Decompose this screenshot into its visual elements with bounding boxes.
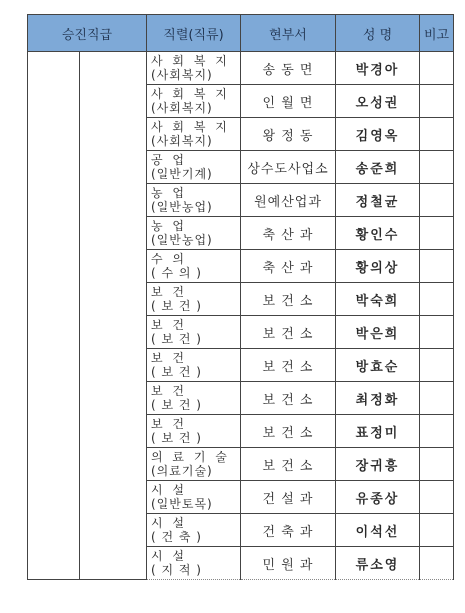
name-cell: 박경아 (336, 52, 420, 85)
position-cell (147, 448, 241, 481)
name-cell: 이석선 (336, 514, 420, 547)
position-class: (사회복지) (151, 101, 213, 115)
department-cell: 인 월 면 (241, 85, 336, 118)
position-class: (사회복지) (151, 68, 213, 82)
name-cell: 유종상 (336, 481, 420, 514)
position-class: (일반농업) (151, 233, 213, 247)
position-series: 보 건 (151, 351, 187, 365)
position-cell (147, 118, 241, 151)
position-class: (의료기술) (151, 464, 213, 478)
position-class: ( 건 축 ) (151, 530, 202, 544)
name-cell: 오성권 (336, 85, 420, 118)
position-series: 공 업 (151, 153, 187, 167)
position-series: 보 건 (151, 318, 187, 332)
table-row (28, 52, 454, 85)
department-cell: 왕 정 동 (241, 118, 336, 151)
position-class: (일반기계) (151, 167, 213, 181)
note-cell (420, 85, 454, 118)
position-class: (사회복지) (151, 134, 213, 148)
note-cell (420, 52, 454, 85)
rank-blank-cell (28, 52, 80, 580)
promotion-table-sheet (27, 14, 454, 580)
header-note: 비고 (420, 15, 454, 52)
name-cell: 박은희 (336, 316, 420, 349)
name-cell: 김영옥 (336, 118, 420, 151)
position-cell (147, 283, 241, 316)
note-cell (420, 514, 454, 547)
name-cell: 최정화 (336, 382, 420, 415)
position-cell (147, 250, 241, 283)
position-class: ( 보 건 ) (151, 299, 202, 313)
position-cell (147, 415, 241, 448)
header-rank: 승진직급 (28, 15, 147, 52)
note-cell (420, 283, 454, 316)
header-department: 현부서 (241, 15, 336, 52)
department-cell: 축 산 과 (241, 217, 336, 250)
position-cell (147, 151, 241, 184)
position-series: 사 회 복 지 (151, 120, 230, 134)
department-cell: 건 설 과 (241, 481, 336, 514)
department-cell: 보 건 소 (241, 382, 336, 415)
promotion-table (27, 14, 454, 580)
note-cell (420, 547, 454, 580)
department-cell: 보 건 소 (241, 349, 336, 382)
name-cell: 황의상 (336, 250, 420, 283)
position-series: 시 설 (151, 483, 187, 497)
note-cell (420, 382, 454, 415)
department-cell: 원예산업과 (241, 184, 336, 217)
department-cell: 송 동 면 (241, 52, 336, 85)
position-series: 농 업 (151, 219, 187, 233)
position-series: 보 건 (151, 417, 187, 431)
name-cell: 방효순 (336, 349, 420, 382)
name-cell: 류소영 (336, 547, 420, 580)
name-cell: 송준희 (336, 151, 420, 184)
position-series: 사 회 복 지 (151, 54, 230, 68)
position-class: ( 지 적 ) (151, 563, 202, 577)
position-cell (147, 217, 241, 250)
department-cell: 보 건 소 (241, 283, 336, 316)
position-cell (147, 184, 241, 217)
note-cell (420, 316, 454, 349)
note-cell (420, 481, 454, 514)
position-series: 보 건 (151, 384, 187, 398)
note-cell (420, 217, 454, 250)
name-cell: 황인수 (336, 217, 420, 250)
position-series: 사 회 복 지 (151, 87, 230, 101)
name-cell: 정철균 (336, 184, 420, 217)
department-cell: 상수도사업소 (241, 151, 336, 184)
position-class: (일반농업) (151, 200, 213, 214)
position-cell (147, 547, 241, 580)
position-cell (147, 316, 241, 349)
note-cell (420, 415, 454, 448)
department-cell: 보 건 소 (241, 448, 336, 481)
note-cell (420, 151, 454, 184)
position-class: ( 보 건 ) (151, 332, 202, 346)
note-cell (420, 349, 454, 382)
department-cell: 민 원 과 (241, 547, 336, 580)
position-cell (147, 514, 241, 547)
header-position: 직렬(직류) (147, 15, 241, 52)
note-cell (420, 250, 454, 283)
table-body (28, 52, 454, 580)
position-cell (147, 52, 241, 85)
position-class: ( 보 건 ) (151, 365, 202, 379)
department-cell: 건 축 과 (241, 514, 336, 547)
name-cell: 표정미 (336, 415, 420, 448)
position-series: 시 설 (151, 549, 187, 563)
note-cell (420, 184, 454, 217)
note-cell (420, 448, 454, 481)
table-header-row (28, 15, 454, 52)
rank-sub-blank-cell (80, 52, 147, 580)
header-name: 성 명 (336, 15, 420, 52)
position-class: ( 수 의 ) (151, 266, 202, 280)
position-series: 수 의 (151, 252, 187, 266)
department-cell: 보 건 소 (241, 415, 336, 448)
position-series: 시 설 (151, 516, 187, 530)
position-class: ( 보 건 ) (151, 398, 202, 412)
name-cell: 장귀흥 (336, 448, 420, 481)
department-cell: 보 건 소 (241, 316, 336, 349)
note-cell (420, 118, 454, 151)
position-cell (147, 85, 241, 118)
position-series: 보 건 (151, 285, 187, 299)
position-series: 의 료 기 술 (151, 450, 230, 464)
position-series: 농 업 (151, 186, 187, 200)
position-class: ( 보 건 ) (151, 431, 202, 445)
position-cell (147, 382, 241, 415)
position-class: (일반토목) (151, 497, 213, 511)
name-cell: 박숙희 (336, 283, 420, 316)
position-cell (147, 349, 241, 382)
department-cell: 축 산 과 (241, 250, 336, 283)
position-cell (147, 481, 241, 514)
